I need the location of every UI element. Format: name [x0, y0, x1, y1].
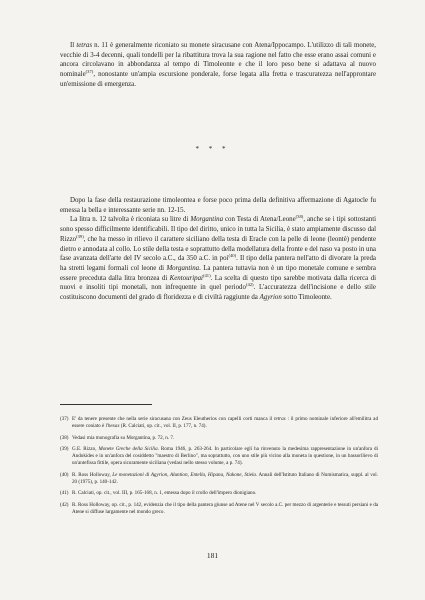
- footnote-ref: (40): [228, 253, 237, 259]
- footnote-number: (40): [60, 471, 69, 478]
- italic-term: Morgantina: [190, 216, 224, 224]
- italic-term: Monete Greche della Sicilia: [98, 446, 158, 453]
- italic-term: tetras: [76, 42, 93, 49]
- footnote-divider: [60, 404, 152, 405]
- footnote-ref: (39): [76, 233, 84, 239]
- text-run: sotto Timoleonte.: [281, 294, 332, 302]
- footnote-number: (38): [60, 434, 69, 441]
- italic-term: hexas: [107, 423, 120, 430]
- footnote-number: (39): [60, 446, 69, 453]
- text-run: (R. Calciati, op. cit., vol. II, p. 177, n. 74).: [119, 423, 207, 430]
- italic-term: Agyrion: [259, 294, 282, 302]
- text-run: Il: [70, 42, 77, 49]
- footnote-ref: (37): [85, 69, 94, 75]
- footnote-ref: (38): [295, 214, 304, 220]
- text-run: , nonostante un'ampia escursione ponderale, forse legata alla fretta e trascuratezza nell'approntare un'emissione di emergenza.: [60, 71, 376, 88]
- footnote-ref: (42): [245, 282, 254, 288]
- footnote: [60, 490, 378, 497]
- text-run: E' da tenere presente che nella serie siracusana con Zeus Eleutherios con capelli corti manca il: [72, 416, 275, 422]
- italic-term: Le monetazioni di Agyrion, Aluntion, Entella, Hipana, Nakone, Stiela: [112, 471, 256, 478]
- footnote-number: (37): [60, 416, 69, 422]
- italic-term: Morgantina: [166, 264, 200, 272]
- footnote: [60, 472, 378, 486]
- footnote: [60, 435, 378, 442]
- paragraph-intro: Dopo la fase della restaurazione timoleontea e forse poco prima della definitiva affermazione di Agatocle fu emessa la bella e interessante serie nn. 12-15.: [60, 197, 376, 214]
- footnotes: [60, 416, 378, 520]
- text-run: , che ha messo in rilievo il carattere siciliano della testa di Eracle con la pelle di leone (leontè) pendente dietro e annodata al collo. Lo stile della testa e soprattutto della modellatura della fronte e del naso va posto in una fase avanzata dell'arte del IV secolo a.C., da 350 a.C. in poi: [60, 235, 376, 263]
- text-run: R. Ross Holloway,: [72, 471, 113, 478]
- footnote: [60, 502, 378, 516]
- italic-term: Kentouripai: [169, 274, 203, 282]
- text-run: G.E. Rizzo,: [72, 446, 99, 453]
- page-number: 181: [206, 551, 219, 560]
- text-run: . La pantera tuttavia non è un tipo monetale comune e sembra essere preceduta dalla litra bronzea di: [60, 264, 376, 282]
- text-run: . Annali dell'Istituto Italiano di Numismatica, suppl. al vol. 20 (1975), p. 140-142.: [72, 471, 378, 485]
- footnote: [60, 416, 378, 430]
- footnote-text: [72, 416, 378, 430]
- text-run: . Il tipo della pantera nell'atto di divorare la preda ha stretti legami formali col leone di: [60, 255, 376, 272]
- text-run: . Roma 1946, p. 263-264. In particolare egli ha rinvenuto la medesima rappresentazione in un'anfora di Andokides e in un'anfora del cosiddetto "maestro di Berlino", ma soprattutto, con uno stile più vicino alla moneta in questione, in un bassorilievo di un'antefissa fittile, opera sicuramente siciliana (vedasi nello stesso volume, a p. 74).: [72, 446, 378, 467]
- text-run: . La scelta di questo tipo sarebbe motivata dalla ricerca di nuovi e insoliti tipi monetali, non infrequente in quel periodo: [60, 274, 376, 292]
- footnote-text: R. Calciati, op. cit., vol. III, p. 165-168, n. 1, emessa dopo il crollo dell'impero dionigiano.: [72, 490, 257, 497]
- paragraph: [60, 41, 376, 90]
- paragraph-tetras: [60, 41, 376, 90]
- section-body: [60, 196, 376, 303]
- section-separator: * * *: [195, 145, 230, 153]
- text-run: . L'accuratezza dell'incisione e dello stile costituiscono documenti del grado di floridezza e di civiltà raggiunte da: [60, 284, 376, 302]
- paragraph-litra: [60, 215, 376, 302]
- text-run: n. 11 è generalmente riconiato su monete siracusane con Atena/Ippocampo. L'utilizzo di tali monete, vecchie di 3-4 decenni, quali tondelli per la ribattitura trova la sua ragione nel fatto che esse erano assai comuni e ancora circolavano in abbondanza al tempo di Timoleonte e che il loro peso bene si adattava al nuovo nominale: [60, 42, 377, 79]
- footnote-text: [72, 446, 378, 467]
- footnote-number: (41): [60, 490, 69, 497]
- text-run: La litra n. 12 talvolta è riconiata su litre di: [70, 216, 191, 224]
- footnote-text: Vedasi mia monografia su Morgantina, p. 72, n. 7.: [72, 434, 175, 441]
- text-run: , anche se i tipi sottostanti sono spesso difficilmente identificabili. Il tipo del diritto, unico in tutta la Sicilia, è stato ampiamente discusso dal Rizzo: [60, 216, 377, 243]
- italic-term: tetras: [274, 416, 286, 422]
- text-run: : il primo nominale inferiore all'emilitra ad essere coniato è l': [72, 416, 378, 430]
- text-run: con Testa di Atena/Leone: [223, 216, 296, 224]
- footnote-text: [72, 472, 378, 486]
- footnote: [60, 446, 378, 467]
- footnote-number: (42): [60, 501, 69, 508]
- footnote-text: R. Ross Holloway, op. cit., p. 142, evidenzia che il tipo della pantera giunse ad Atene nel V secolo a.C. per mezzo di argenterie e tessuti persiani e da Atene si diffuse largamente nel mondo greco.: [72, 501, 378, 515]
- footnote-ref: (41): [202, 272, 211, 278]
